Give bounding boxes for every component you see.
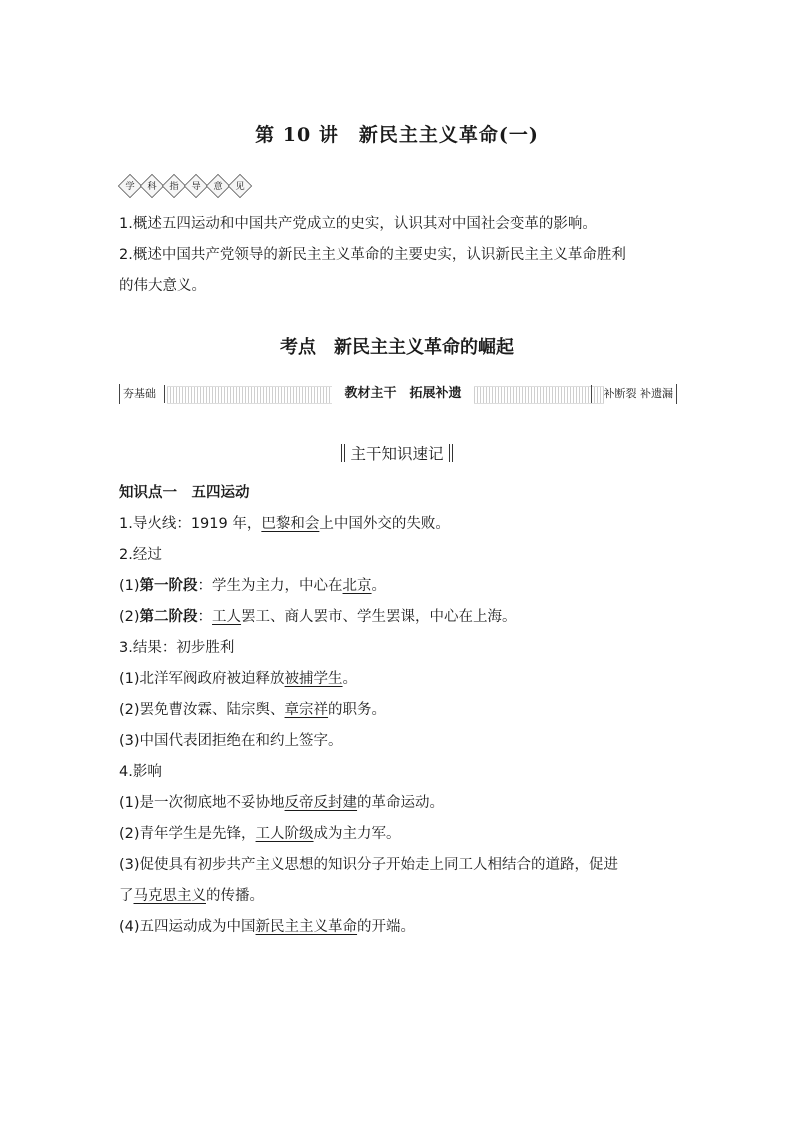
content-line: (1)北洋军阀政府被迫释放被捕学生。: [119, 671, 358, 687]
banner-center-label: 教材主干 拓展补遗: [344, 386, 462, 401]
content-line: (1)是一次彻底地不妥协地反帝反封建的革命运动。: [119, 795, 445, 811]
badge-char: 学: [118, 174, 142, 198]
badge-char: 见: [228, 174, 252, 198]
content-body: [119, 478, 679, 943]
subject-guide-badge: [119, 175, 251, 197]
banner-divider: [591, 385, 592, 403]
subhead-bar: [341, 444, 342, 462]
guide-item-1: 1.概述五四运动和中国共产党成立的史实，认识其对中国社会变革的影响。: [119, 216, 597, 232]
section-banner: [119, 384, 677, 404]
subhead-label: 主干知识速记: [350, 445, 444, 463]
content-line: (2)青年学生是先锋，工人阶级成为主力军。: [119, 826, 401, 842]
page-title: 第 10 讲 新民主主义革命(一): [255, 124, 539, 146]
content-line: 了马克思主义的传播。: [119, 888, 264, 904]
banner-hatch-right: [474, 386, 604, 404]
badge-char: 意: [206, 174, 230, 198]
badge-char: 指: [162, 174, 186, 198]
badge-char: 科: [140, 174, 164, 198]
guide-item-2: 2.概述中国共产党领导的新民主主义革命的主要史实，认识新民主主义革命胜利: [119, 247, 626, 263]
guide-item-2-cont: 的伟大意义。: [119, 278, 206, 294]
banner-hatch-left: [167, 386, 332, 404]
content-line: (3)中国代表团拒绝在和约上签字。: [119, 733, 343, 749]
badge-char: 导: [184, 174, 208, 198]
content-line: (1)第一阶段：学生为主力，中心在北京。: [119, 578, 387, 594]
content-line: 3.结果：初步胜利: [119, 640, 235, 656]
subhead-bar: [344, 444, 345, 462]
content-line: 2.经过: [119, 547, 162, 563]
content-line: (4)五四运动成为中国新民主主义革命的开端。: [119, 919, 416, 935]
subhead-bar: [452, 444, 453, 462]
content-line: (2)第二阶段：工人罢工、商人罢市、学生罢课，中心在上海。: [119, 609, 517, 625]
section-title: 考点 新民主主义革命的崛起: [280, 337, 514, 358]
subhead: [0, 442, 794, 464]
subhead-bar: [449, 444, 450, 462]
content-line: 4.影响: [119, 764, 162, 780]
banner-left-label: 夯基础: [119, 384, 156, 404]
content-line: (3)促使具有初步共产主义思想的知识分子开始走上同工人相结合的道路，促进: [119, 857, 619, 873]
content-line: (2)罢免曹汝霖、陆宗舆、章宗祥的职务。: [119, 702, 387, 718]
banner-right-label: 补断裂 补遗漏: [604, 384, 678, 404]
banner-divider: [164, 385, 165, 403]
content-line: 1.导火线：1919 年，巴黎和会上中国外交的失败。: [119, 516, 450, 532]
knowledge-point-heading: 知识点一 五四运动: [119, 485, 250, 501]
